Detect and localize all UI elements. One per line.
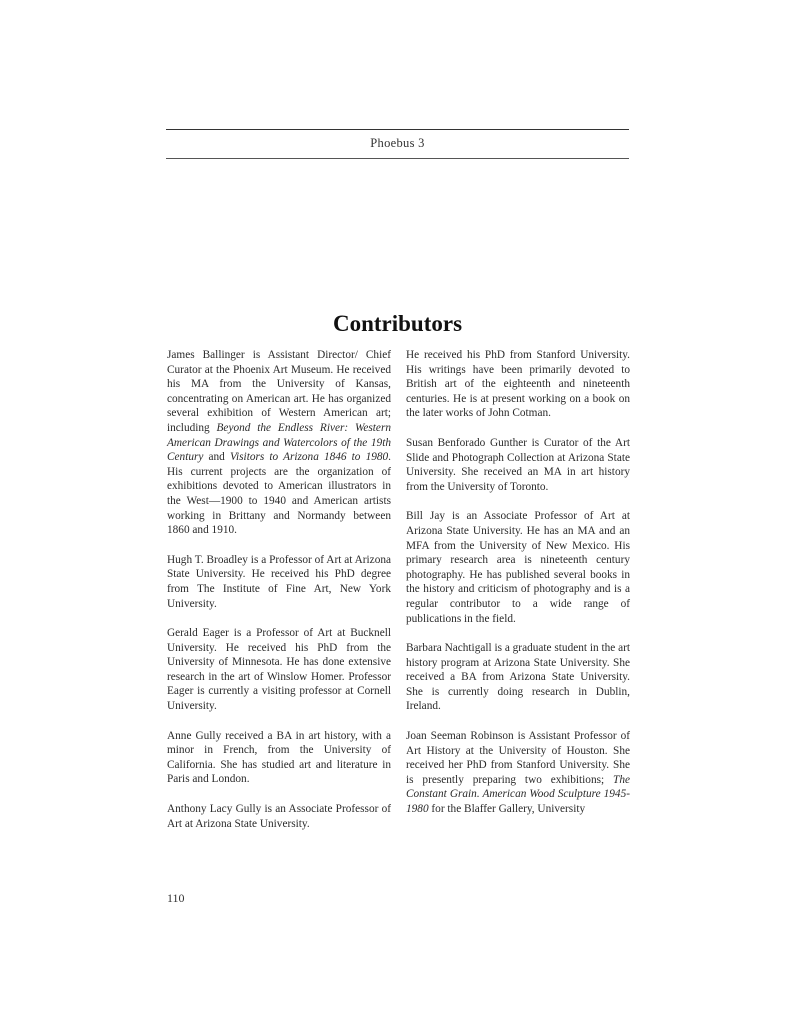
paragraph-text: . His current projects are the organization of exhibitions devoted to American illustrators in the West—1900 to 1940 and American artists working in Brittany and Normandy between 1860 and 1910. xyxy=(167,451,391,537)
contributor-paragraph xyxy=(167,729,391,787)
paragraph-text: Anthony Lacy Gully is an Associate Professor of Art at Arizona State University. xyxy=(167,803,391,830)
contributor-paragraph xyxy=(406,436,630,494)
contributor-paragraph xyxy=(167,553,391,611)
page-title: Contributors xyxy=(332,311,463,336)
contributor-paragraph xyxy=(167,802,391,831)
italic-title-text: Visitors to Arizona 1846 to 1980 xyxy=(229,451,389,464)
contributor-paragraph xyxy=(406,641,630,714)
paragraph-text: Barbara Nachtigall is a graduate student in the art history program at Arizona State University. She received a BA from Arizona State University. She is currently doing research in Dublin, Ireland. xyxy=(406,642,630,713)
right-column xyxy=(406,348,630,832)
contributor-paragraph xyxy=(167,348,391,538)
paragraph-text: He received his PhD from Stanford University. His writings have been primarily devoted to British art of the eighteenth and nineteenth centuries. He is at present working on a book on the later works of John Cotman. xyxy=(406,349,630,420)
italic-title-text: Beyond the Endless River: Western American Drawings and Watercolors of the 19th Century xyxy=(167,421,391,464)
paragraph-text: Anne Gully received a BA in art history, with a minor in French, from the University of California. She has studied art and literature in Paris and London. xyxy=(167,729,391,786)
running-head: Phoebus 3 xyxy=(370,136,425,150)
paragraph-text: Gerald Eager is a Professor of Art at Bucknell University. He received his PhD from the University of Minnesota. He has done extensive research in the art of Winslow Homer. Professor Eager is currently a visiting professor at Cornell University. xyxy=(167,627,391,713)
contributor-paragraph xyxy=(406,729,630,817)
paragraph-text: and xyxy=(203,451,230,464)
left-column xyxy=(167,348,391,846)
paragraph-text: for the Blaffer Gallery, University xyxy=(428,803,586,816)
contributor-paragraph xyxy=(167,626,391,714)
paragraph-text: Hugh T. Broadley is a Professor of Art at Arizona State University. He received his PhD degree from The Institute of Fine Art, New York University. xyxy=(167,553,391,610)
header-rule-top xyxy=(166,129,629,130)
paragraph-text: Susan Benforado Gunther is Curator of the Art Slide and Photograph Collection at Arizona State University. She received an MA in art history from the University of Toronto. xyxy=(406,436,630,493)
contributor-paragraph xyxy=(406,348,630,421)
contributor-paragraph xyxy=(406,509,630,626)
header-rule-bottom xyxy=(166,158,629,159)
page-number: 110 xyxy=(167,891,185,905)
paragraph-text: James Ballinger is Assistant Director/ Chief Curator at the Phoenix Art Museum. He received his MA from the University of Kansas, concentrating on American art. He has organized several exhibition of Western American art; including xyxy=(167,349,391,434)
italic-title-text: The Constant Grain. American Wood Sculpture 1945-1980 xyxy=(406,773,630,816)
paragraph-text: Joan Seeman Robinson is Assistant Professor of Art History at the University of Houston. She received her PhD from Stanford University. She is presently preparing two exhibitions; xyxy=(406,730,630,786)
paragraph-text: Bill Jay is an Associate Professor of Art at Arizona State University. He has an MA and an MFA from the University of New Mexico. His primary research area is nineteenth century photography. He has published several books in the history and criticism of photography and is a regular contributor to a wide range of publications in the field. xyxy=(406,510,630,625)
